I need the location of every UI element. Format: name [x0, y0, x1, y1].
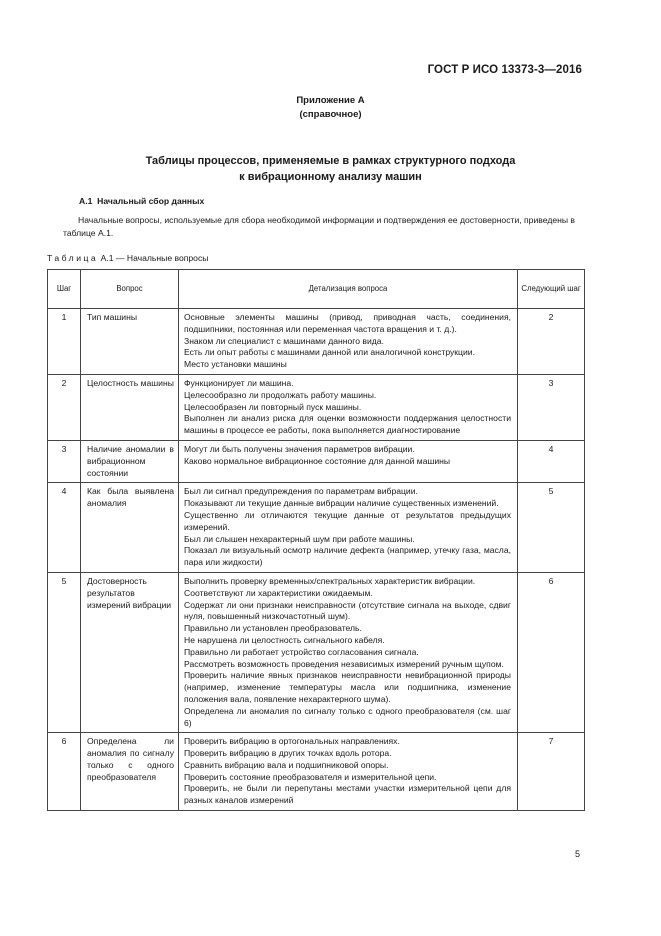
row-step: 1 [48, 309, 81, 375]
detail-line: Был ли слышен нехарактерный шум при работе машины. [184, 533, 415, 544]
detail-line: Проверить, не были ли перепутаны местами участки измерительной цепи для разных каналов измерений [184, 783, 511, 806]
detail-line: Целесообразен ли повторный пуск машины. [184, 401, 362, 412]
row-details [179, 374, 518, 440]
detail-line: Знаком ли специалист с машинами данного вида. [184, 335, 384, 346]
annex-title: Приложение А [296, 95, 365, 106]
intro-paragraph: Начальные вопросы, используемые для сбора необходимой информации и подтверждения ее достоверности, приведены в таблице А.1. [63, 215, 575, 238]
annex-heading [0, 94, 661, 122]
header-next-step: Следующий шаг [518, 270, 585, 309]
section-number: А.1 [79, 196, 93, 206]
row-details [179, 483, 518, 573]
detail-line: Сравнить вибрацию вала и подшипниковой опоры. [184, 759, 389, 770]
detail-line: Правильно ли установлен преобразователь. [184, 623, 362, 634]
detail-line: Целесообразно ли продолжать работу машины. [184, 389, 377, 400]
detail-line: Могут ли быть получены значения параметров вибрации. [184, 443, 415, 454]
header-question: Вопрос [81, 270, 179, 309]
detail-line: Каково нормальное вибрационное состояние для данной машины [184, 455, 451, 466]
row-next-step: 4 [518, 440, 585, 482]
section-title: Начальный сбор данных [97, 196, 205, 206]
row-step: 5 [48, 572, 81, 732]
row-next-step: 5 [518, 483, 585, 573]
document-title [0, 153, 661, 185]
row-question: Как была выявлена аномалия [81, 483, 179, 573]
row-details [179, 572, 518, 732]
detail-line: Проверить наличие явных признаков неисправности невибрационной природы (например, изменение температуры масла или подшипника, изменение положения вала, появление нехарактерного шума). [184, 670, 511, 704]
row-question: Целостность машины [81, 374, 179, 440]
row-step: 3 [48, 440, 81, 482]
row-details [179, 309, 518, 375]
detail-line: Был ли сигнал предупреждения по параметрам вибрации. [184, 486, 418, 497]
detail-line: Показал ли визуальный осмотр наличие дефекта (например, утечку газа, масла, пара или жидкости) [184, 545, 511, 568]
table-row [48, 572, 585, 732]
section-heading [79, 196, 204, 206]
detail-line: Проверить вибрацию в ортогональных направлениях. [184, 736, 400, 747]
table-caption-label: Таблица [47, 253, 99, 263]
row-details [179, 440, 518, 482]
row-question: Наличие аномалии в вибрационном состоянии [81, 440, 179, 482]
document-title-line1: Таблицы процессов, применяемые в рамках структурного подхода [145, 155, 516, 167]
row-step: 4 [48, 483, 81, 573]
detail-line: Правильно ли работает устройство согласования сигнала. [184, 646, 419, 657]
table-row [48, 483, 585, 573]
table-caption-text: А.1 — Начальные вопросы [100, 253, 209, 263]
detail-line: Выполнен ли анализ риска для оценки возможности поддержания целостности машины в процессе ее работы, пока выполняется диагностирование [184, 413, 511, 436]
annex-note: (справочное) [299, 109, 362, 120]
header-step: Шаг [48, 270, 81, 309]
document-title-line2: к вибрационному анализу машин [239, 171, 422, 183]
row-next-step: 2 [518, 309, 585, 375]
detail-line: Проверить вибрацию в других точках вдоль ротора. [184, 748, 392, 759]
row-details [179, 733, 518, 811]
detail-line: Существенно ли отличаются текущие данные от результатов предыдущих измерений. [184, 509, 511, 532]
row-next-step: 7 [518, 733, 585, 811]
row-question: Достоверность результатов измерений вибрации [81, 572, 179, 732]
detail-line: Соответствуют ли характеристики ожидаемым. [184, 587, 373, 598]
table-header-row [48, 270, 585, 309]
detail-line: Выполнить проверку временных/спектральных характеристик вибрации. [184, 575, 476, 586]
detail-line: Проверить состояние преобразователя и измерительной цепи. [184, 771, 437, 782]
row-step: 2 [48, 374, 81, 440]
page-number: 5 [574, 849, 580, 859]
table-row [48, 309, 585, 375]
detail-line: Содержат ли они признаки неисправности (отсутствие сигнала на выходе, сдвиг нуля, повышенный низкочастотный шум). [184, 599, 511, 622]
detail-line: Есть ли опыт работы с машинами данной или аналогичной конструкции. [184, 347, 475, 358]
row-question: Определена ли аномалия по сигналу только с одного преобразователя [81, 733, 179, 811]
row-next-step: 3 [518, 374, 585, 440]
standard-designation: ГОСТ Р ИСО 13373-3—2016 [427, 64, 582, 76]
detail-line: Функционирует ли машина. [184, 377, 294, 388]
table-row [48, 440, 585, 482]
detail-line: Основные элементы машины (привод, приводная часть, соединения, подшипники, постоянная или переменная частота вращения и т. д.). [184, 312, 511, 334]
header-details: Детализация вопроса [179, 270, 518, 309]
row-next-step: 6 [518, 572, 585, 732]
row-step: 6 [48, 733, 81, 811]
table-caption [47, 253, 208, 263]
detail-line: Определена ли аномалия по сигналу только с одного преобразователя (см. шаг 6) [184, 705, 511, 728]
table-row [48, 733, 585, 811]
detail-line: Не нарушена ли целостность сигнального кабеля. [184, 634, 385, 645]
detail-line: Место установки машины [184, 359, 287, 370]
initial-questions-table [47, 269, 585, 811]
row-question: Тип машины [81, 309, 179, 375]
detail-line: Показывают ли текущие данные вибрации наличие существенных изменений. [184, 498, 499, 509]
detail-line: Рассмотреть возможность проведения независимых измерений ручным щупом. [184, 658, 504, 669]
table-body [48, 309, 585, 811]
table-row [48, 374, 585, 440]
